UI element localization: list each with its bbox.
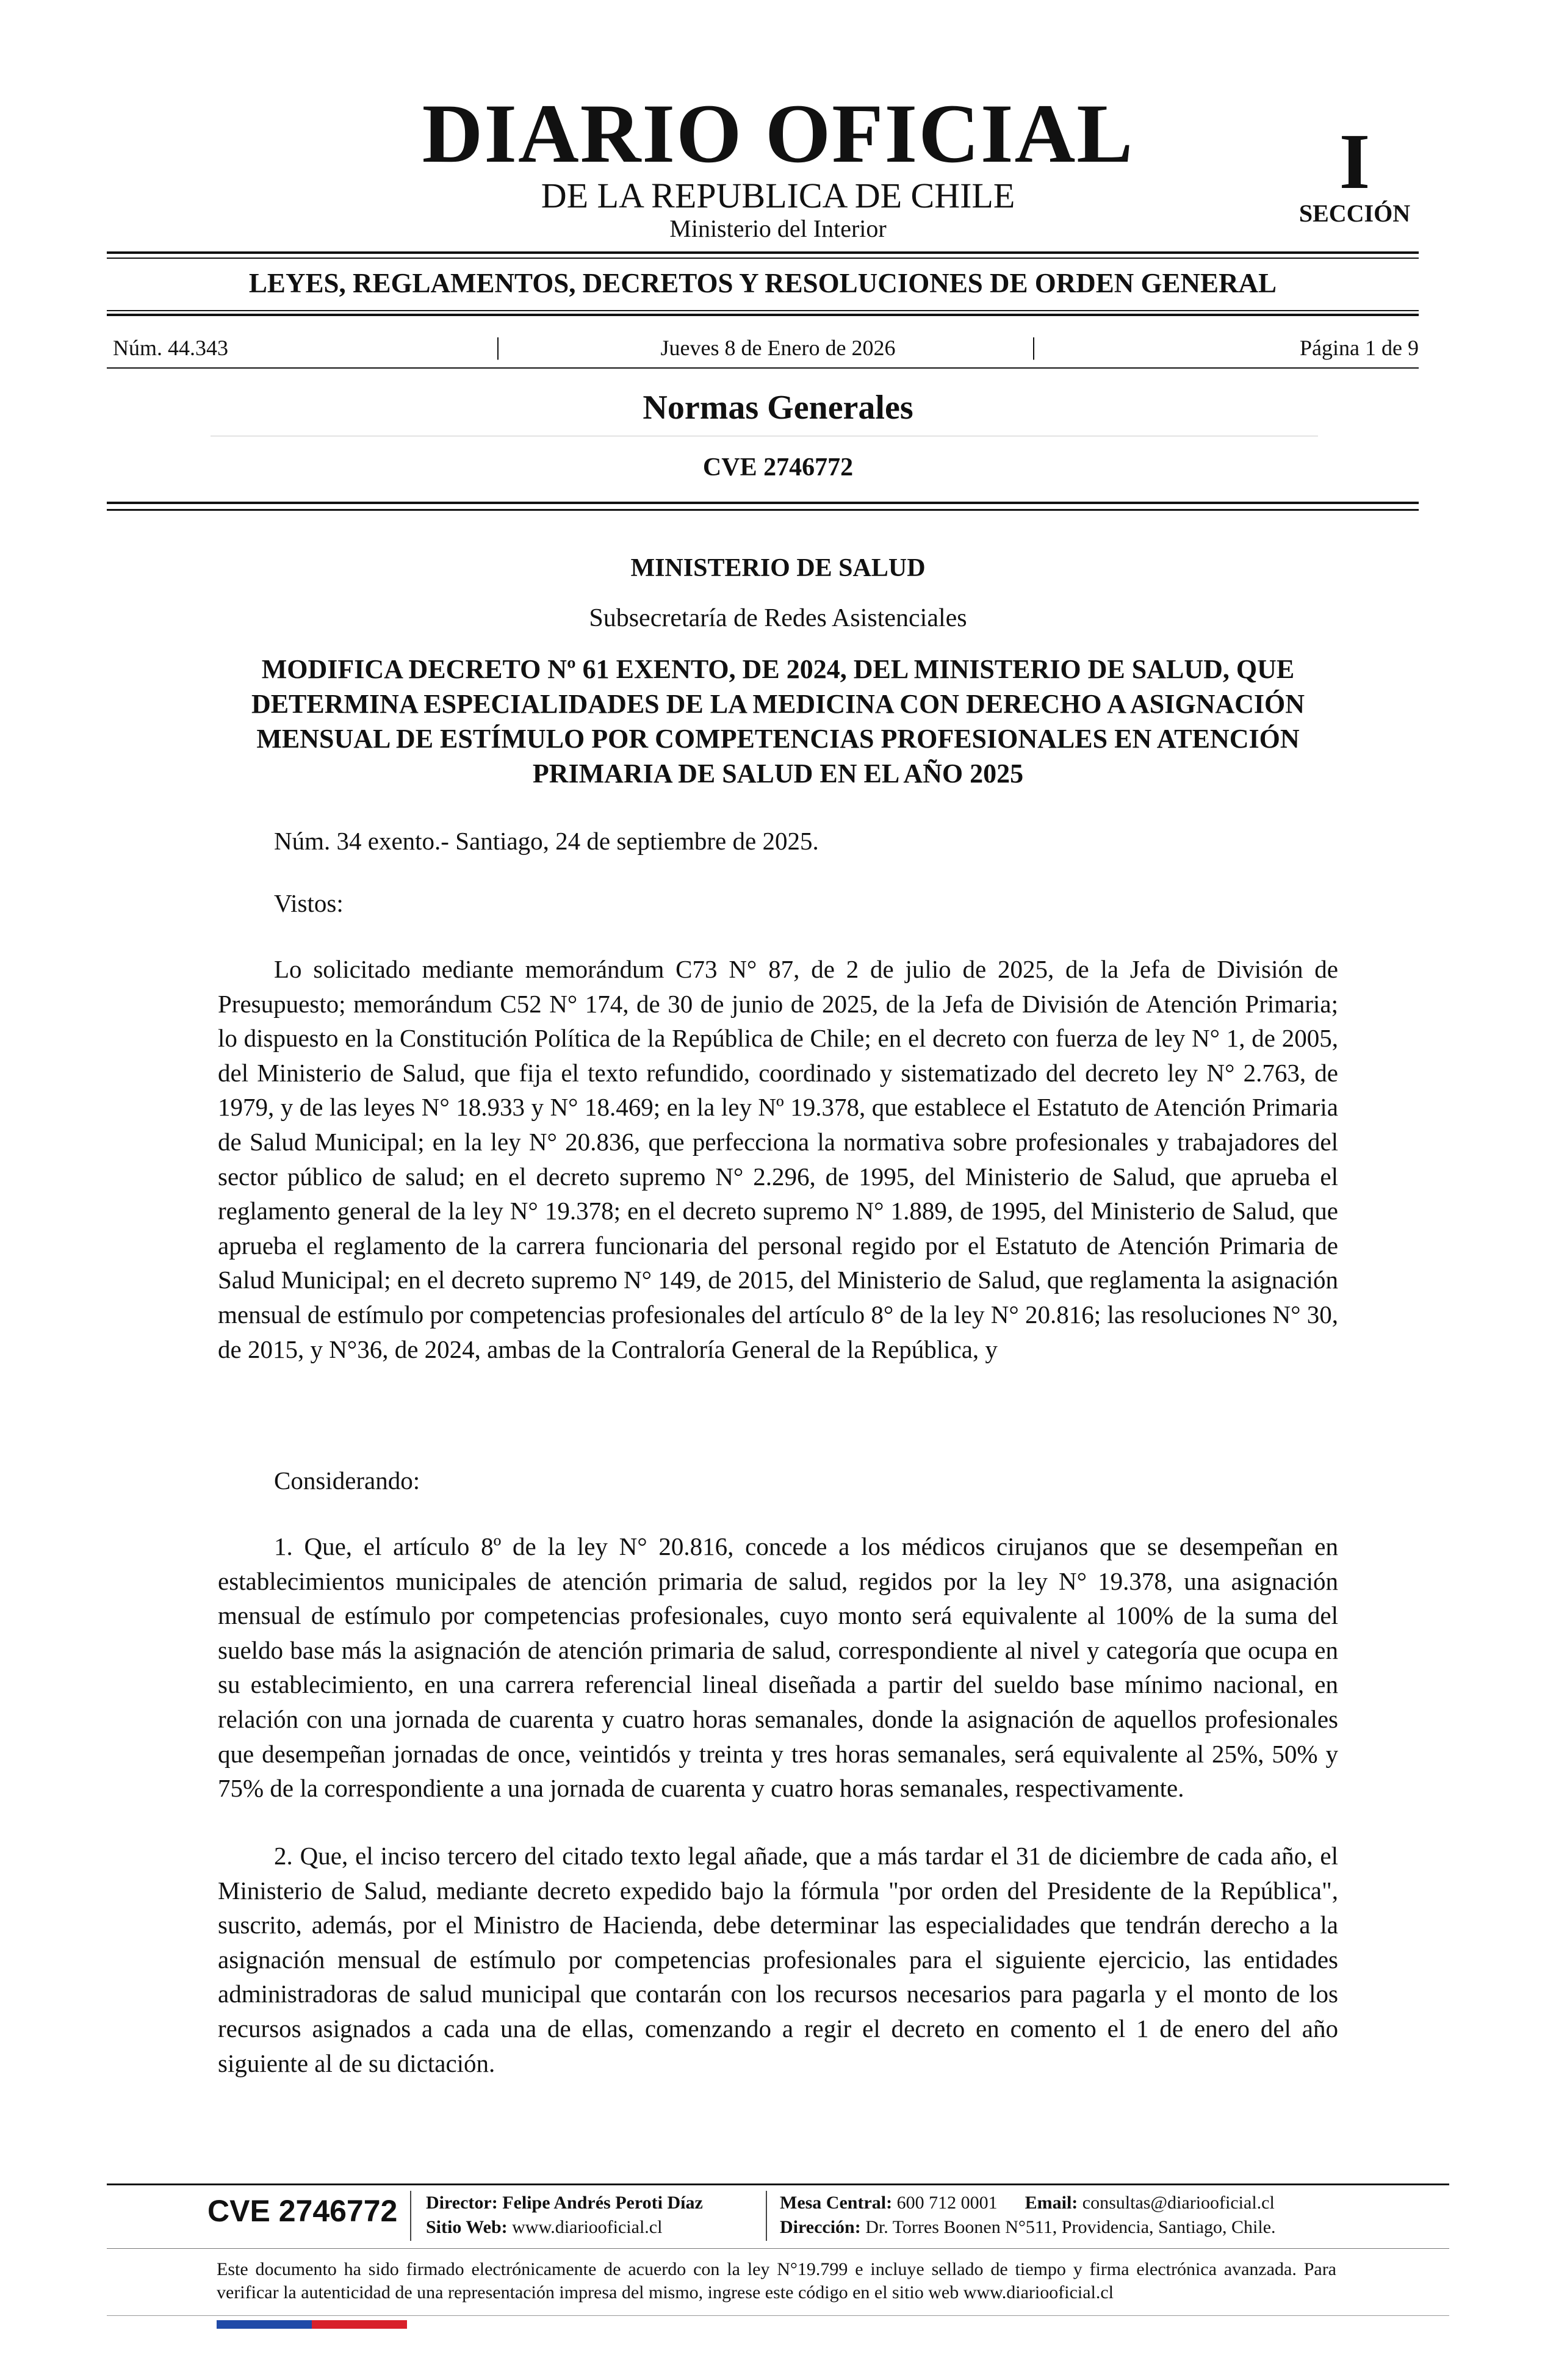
issue-page: Página 1 de 9 [1300,336,1419,360]
banner-rule-top-thick [107,251,1419,254]
email-link[interactable]: consultas@diariooficial.cl [1082,2193,1275,2213]
issue-separator: | [1031,333,1037,360]
footer-website [426,2215,662,2240]
director-label: Director: [426,2193,498,2213]
document-ministry: MINISTERIO DE SALUD [630,554,926,582]
banner-rule-bottom-thick [107,314,1419,316]
masthead-ministry: Ministerio del Interior [669,215,887,242]
considerando-label: Considerando: [274,1466,420,1495]
footer-contact [780,2191,1275,2215]
section-heading: Normas Generales [643,389,913,427]
footer-director [426,2191,703,2215]
footer-separator [766,2191,767,2241]
flag-stripe-blue [217,2320,312,2329]
section-number: I [1339,118,1371,206]
banner-title: LEYES, REGLAMENTOS, DECRETOS Y RESOLUCIONES DE ORDEN GENERAL [248,268,1277,298]
decree-number-line: Núm. 34 exento.- Santiago, 24 de septiembre de 2025. [274,827,819,855]
masthead-subtitle: DE LA REPUBLICA DE CHILE [541,176,1015,215]
footer-rule-top [107,2183,1449,2185]
director-name: Felipe Andrés Peroti Díaz [502,2193,703,2213]
website-label: Sitio Web: [426,2217,508,2237]
issue-date: Jueves 8 de Enero de 2026 [660,336,896,360]
cve-code: CVE 2746772 [702,453,854,481]
section-label: SECCIÓN [1298,200,1411,227]
address-value: Dr. Torres Boonen N°511, Providencia, Santiago, Chile. [865,2217,1276,2237]
phone-value: 600 712 0001 [896,2193,998,2213]
footer-rule-bottom [107,2315,1449,2316]
vistos-paragraph: Lo solicitado mediante memorándum C73 N° 87, de 2 de julio de 2025, de la Jefa de División de Presupuesto; memorándum C52 N° 174, de 30 de junio de 2025, de la Jefa de División de Atención Primaria; lo dispuesto en la Constitución Política de la República de Chile; en el decreto con fuerza de ley N° 1, de 2005, del Ministerio de Salud, que fija el texto refundido, coordinado y sistematizado del decreto ley N° 2.763, de 1979, y de las leyes N° 18.933 y N° 18.469; en la ley Nº 19.378, que establece el Estatuto de Atención Primaria de Salud Municipal; en la ley N° 20.836, que perfecciona la normativa sobre profesionales y trabajadores del sector público de salud; en el decreto supremo N° 2.296, de 1995, del Ministerio de Salud, que aprueba el reglamento general de la ley N° 19.378; en el decreto supremo N° 1.889, de 1995, del Ministerio de Salud, que aprueba el reglamento de la carrera funcionaria del personal regido por el Estatuto de Atención Primaria de Salud Municipal; en el decreto supremo N° 149, de 2015, del Ministerio de Salud, que reglamenta la asignación mensual de estímulo por competencias profesionales del artículo 8° de la ley N° 20.816; las resoluciones N° 30, de 2015, y N°36, de 2024, ambas de la Contraloría General de la República, y [218,955,1338,1363]
considerando-paragraph-1: 1. Que, el artículo 8º de la ley N° 20.816, concede a los médicos cirujanos que se desempeñan en establecimientos municipales de atención primaria de salud, regidos por la ley N° 19.378, una asignación mensual de estímulo por competencias profesionales, cuyo monto será equivalente al 100% de la suma del sueldo base más la asignación de atención primaria de salud, correspondiente al nivel y categoría que ocupa en su establecimiento, en una carrera referencial lineal diseñada a partir del sueldo base mínimo nacional, en relación con una jornada de cuarenta y cuatro horas semanales, donde la asignación de aquellos profesionales que desempeñan jornadas de once, veintidós y treinta y tres horas semanales, será equivalente al 25%, 50% y 75% de la correspondiente a una jornada de cuarenta y cuatro horas semanales, respectivamente. [218,1532,1338,1803]
website-link[interactable]: www.diariooficial.cl [512,2217,663,2237]
header-rule-second [107,509,1419,511]
banner-rule-top-thin [107,258,1419,259]
footer-signature-notice: Este documento ha sido firmado electrónicamente de acuerdo con la ley N°19.799 e incluye sellado de tiempo y firma electrónica avanzada. Para verificar la autenticidad de una representación impresa del mismo, ingrese este código en el sitio web www.diariooficial.cl [217,2259,1336,2302]
considerando-paragraph-2: 2. Que, el inciso tercero del citado texto legal añade, que a más tardar el 31 de diciembre de cada año, el Ministerio de Salud, mediante decreto expedido bajo la fórmula "por orden del Presidente de la República", suscrito, además, por el Ministro de Hacienda, debe determinar las especialidades que tendrán derecho a la asignación mensual de estímulo por competencias profesionales para el siguiente ejercicio, las entidades administradoras de salud municipal que contarán con los recursos necesarios para pagarla y el monto de los recursos asignados a cada una de ellas, comenzando a regir el decreto en comento el 1 de enero del año siguiente al de su dictación. [218,1842,1338,2077]
email-label: Email: [1025,2193,1078,2213]
flag-stripe-red [312,2320,407,2329]
phone-label: Mesa Central: [780,2193,893,2213]
footer-cve-code: CVE 2746772 [207,2194,398,2228]
footer-rule-middle [107,2248,1449,2249]
issue-number: Núm. 44.343 [113,336,228,360]
address-label: Dirección: [780,2217,861,2237]
footer-separator [410,2191,411,2241]
decree-title: MODIFICA DECRETO Nº 61 EXENTO, DE 2024, DEL MINISTERIO DE SALUD, QUE DETERMINA ESPECIALIDADES DE LA MEDICINA CON DERECHO A ASIGNACIÓN MENSUAL DE ESTÍMULO POR COMPETENCIAS PROFESIONALES EN ATENCIÓN PRIMARIA DE SALUD EN EL AÑO 2025 [251,654,1305,788]
document-subsecretary: Subsecretaría de Redes Asistenciales [589,604,967,632]
masthead-title: DIARIO OFICIAL [422,87,1134,180]
banner-rule-bottom-thin [107,310,1419,311]
issue-separator: | [495,333,501,360]
footer-address [780,2215,1276,2240]
header-rule-thick [107,502,1419,504]
vistos-label: Vistos: [274,889,344,917]
issue-rule [107,367,1419,369]
